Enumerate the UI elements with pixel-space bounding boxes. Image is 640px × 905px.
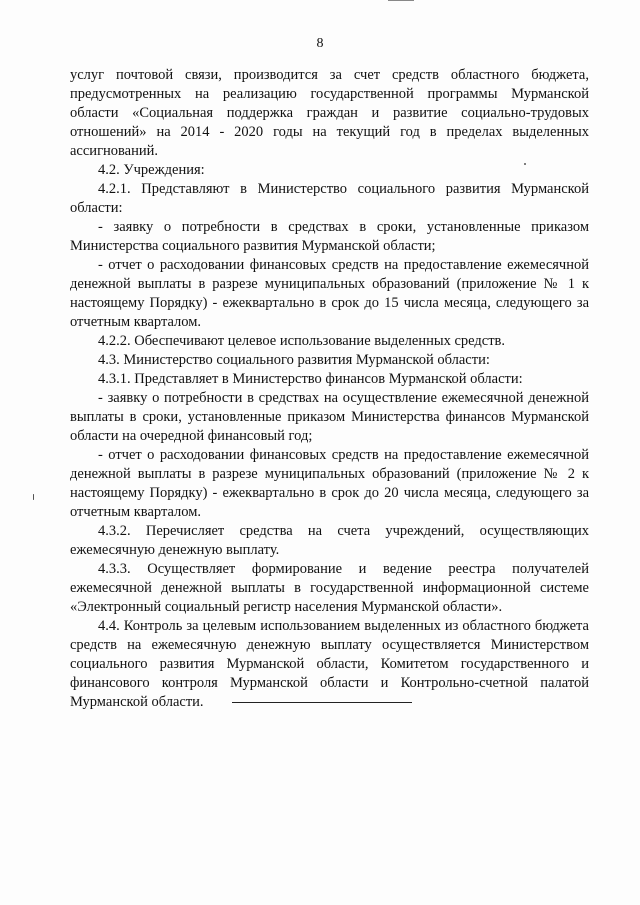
scan-edge-mark [388,0,414,1]
paragraph-4-2-1-item-2: - отчет о расходовании финансовых средств на предоставление ежемесячной денежной выплаты в разрезе муниципальных образований (приложение № 1 к настоящему Порядку) - ежеквартально в срок до 15 числа месяца, следующего за отчетным кварталом. [70,257,589,330]
paragraph-4-3-3: 4.3.3. Осуществляет формирование и ведение реестра получателей ежемесячной денежной выплаты в государственной информационной системе «Электронный социальный регистр населения Мурманской области». [70,561,589,615]
page-number: 8 [316,36,324,51]
paragraph-4-4: 4.4. Контроль за целевым использованием выделенных из областного бюджета средств на ежемесячную денежную выплату осуществляется Министерством социального развития Мурманской области, Комитетом государственного и финансового контроля Мурманской области и Контрольно-счетной палатой Мурманской области. [70,618,589,710]
paragraph-4-2-1-item-1: - заявку о потребности в средствах в сроки, установленные приказом Министерства социального развития Мурманской области; [70,219,589,254]
scan-speck [524,163,526,165]
paragraph-4-2: 4.2. Учреждения: [98,162,205,178]
paragraph-4-3-2: 4.3.2. Перечисляет средства на счета учреждений, осуществляющих ежемесячную денежную выплату. [70,523,589,558]
paragraph-4-3-1-item-1: - заявку о потребности в средствах на осуществление ежемесячной денежной выплаты в сроки, установленные приказом Министерства финансов Мурманской области на очередной финансовый год; [70,390,589,444]
paragraph-4-3: 4.3. Министерство социального развития Мурманской области: [98,352,490,368]
end-separator-line [232,702,412,703]
scan-speck [33,494,34,500]
paragraph-4-2-2: 4.2.2. Обеспечивают целевое использование выделенных средств. [98,333,506,349]
document-body [70,66,589,712]
paragraph-continuation: услуг почтовой связи, производится за счет средств областного бюджета, предусмотренных на реализацию государственной программы Мурманской области «Социальная поддержка граждан и развитие социально-трудовых отношений» на 2014 - 2020 годы на текущий год в пределах выделенных ассигнований. [70,67,589,159]
paragraph-4-3-1: 4.3.1. Представляет в Министерство финансов Мурманской области: [98,371,523,387]
paragraph-4-2-1: 4.2.1. Представляют в Министерство социального развития Мурманской области: [70,181,589,216]
paragraph-4-3-1-item-2: - отчет о расходовании финансовых средств на предоставление ежемесячной денежной выплаты в разрезе муниципальных образований (приложение № 2 к настоящему Порядку) - ежеквартально в срок до 20 числа месяца, следующего за отчетным кварталом. [70,447,589,520]
